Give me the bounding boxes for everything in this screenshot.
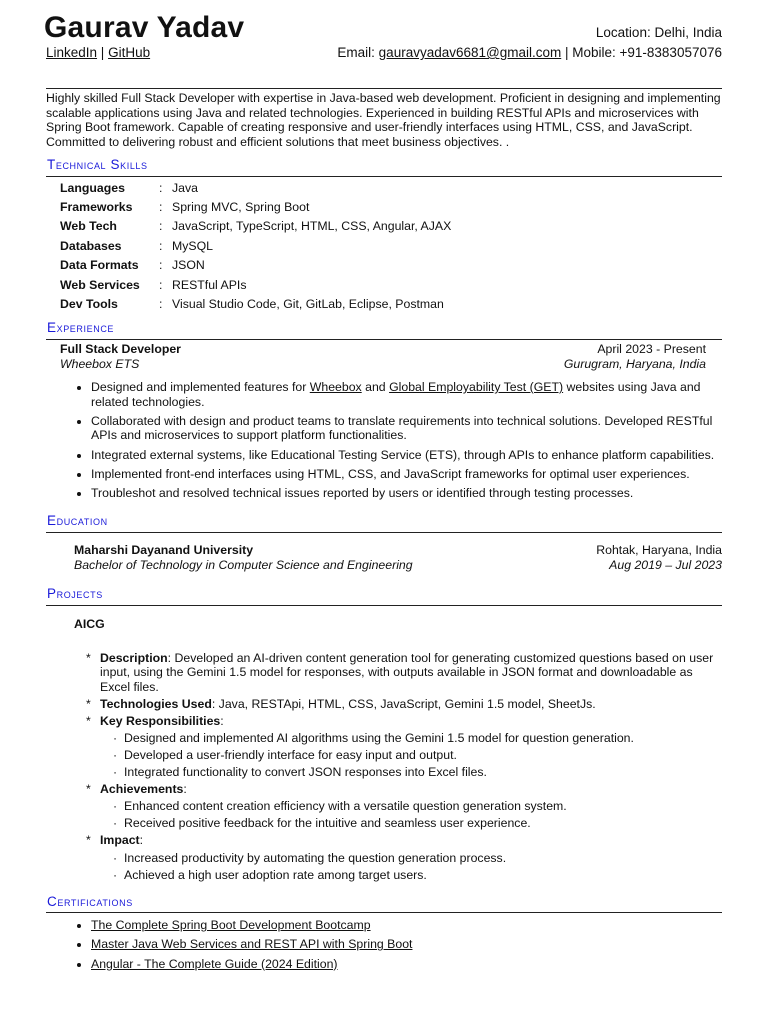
list-item xyxy=(91,957,412,972)
skill-key: Web Tech xyxy=(60,219,117,234)
item-label: Technologies Used xyxy=(100,696,212,711)
skill-key: Web Services xyxy=(60,277,140,292)
skills-table xyxy=(60,178,451,314)
list-item xyxy=(91,918,412,933)
bullet-text: websites using Java and related technologies. xyxy=(91,380,701,409)
item-text: Integrated functionality to convert JSON responses into Excel files. xyxy=(124,765,487,780)
star-bullet: * xyxy=(86,713,91,728)
experience-divider xyxy=(46,339,722,340)
bullet-text: and xyxy=(361,380,390,394)
header-divider xyxy=(46,88,722,89)
star-bullet: * xyxy=(86,696,91,711)
skill-row xyxy=(60,256,451,275)
skill-key: Frameworks xyxy=(60,200,133,215)
experience-bullets xyxy=(72,380,731,505)
item-colon: : xyxy=(139,833,144,848)
project-item-description xyxy=(86,651,726,694)
skill-colon: : xyxy=(159,180,163,195)
skill-value: Spring MVC, Spring Boot xyxy=(172,200,310,215)
list-item xyxy=(86,868,726,882)
dot-bullet: · xyxy=(113,867,118,882)
skill-row xyxy=(60,275,451,294)
skill-key: Languages xyxy=(60,180,125,195)
skill-colon: : xyxy=(159,277,163,292)
skill-key: Databases xyxy=(60,238,122,253)
section-title-education: Education xyxy=(47,513,108,528)
wheebox-link[interactable]: Wheebox xyxy=(309,380,362,394)
list-item xyxy=(86,851,726,865)
skill-row xyxy=(60,294,451,313)
skill-key: Data Formats xyxy=(60,258,139,273)
contact-line xyxy=(337,44,722,62)
item-text: Designed and implemented AI algorithms using the Gemini 1.5 model for question generation. xyxy=(124,730,634,745)
location-text: Location: Delhi, India xyxy=(595,25,722,40)
star-bullet: * xyxy=(86,833,91,848)
list-item: • Troubleshot and resolved technical issues reported by users or identified through testing processes. xyxy=(91,486,731,501)
item-label: Impact xyxy=(100,833,140,848)
list-item xyxy=(86,731,726,745)
dot-bullet: · xyxy=(113,799,118,814)
list-item xyxy=(86,748,726,762)
skill-value: RESTful APIs xyxy=(172,277,247,292)
project-item-responsibilities xyxy=(86,714,726,728)
section-title-experience: Experience xyxy=(47,320,115,335)
star-bullet: * xyxy=(86,782,91,797)
job-title: Full Stack Developer xyxy=(60,342,181,356)
item-text: Achieved a high user adoption rate among target users. xyxy=(124,867,427,882)
skill-value: JSON xyxy=(172,258,205,273)
certification-link[interactable]: The Complete Spring Boot Development Bootcamp xyxy=(91,918,371,932)
skill-value: Visual Studio Code, Git, GitLab, Eclipse, Postman xyxy=(172,297,444,312)
skill-value: JavaScript, TypeScript, HTML, CSS, Angular, AJAX xyxy=(172,219,452,234)
skill-row xyxy=(60,197,451,216)
profile-links xyxy=(46,44,150,62)
job-company: Wheebox ETS xyxy=(60,357,140,371)
degree: Bachelor of Technology in Computer Science and Engineering xyxy=(74,558,413,572)
project-details xyxy=(86,651,726,885)
email-label: Email: xyxy=(337,45,379,60)
link-separator: | xyxy=(97,45,109,60)
item-text: Received positive feedback for the intuitive and seamless user experience. xyxy=(124,816,531,831)
school-name: Maharshi Dayanand University xyxy=(74,543,254,557)
project-name: AICG xyxy=(74,617,105,631)
dot-bullet: · xyxy=(113,850,118,865)
skill-colon: : xyxy=(159,238,163,253)
skill-row xyxy=(60,217,451,236)
skill-value: Java xyxy=(172,180,198,195)
summary-paragraph: Highly skilled Full Stack Developer with expertise in Java-based web development. Proficient in designing and implementing scalable applications using Java and related technologies. Experienced in building RESTful APIs and microservices with Spring Boot framework. Capable of creating responsive and user-friendly interfaces using HTML, CSS, and JavaScript. Committed to delivering robust and efficient solutions that meet business objectives. . xyxy=(46,91,721,149)
education-date: Aug 2019 – Jul 2023 xyxy=(609,558,722,572)
item-label: Key Responsibilities xyxy=(100,713,221,728)
project-item-achievements xyxy=(86,782,726,796)
skill-row xyxy=(60,236,451,255)
skills-divider xyxy=(46,176,722,177)
skill-colon: : xyxy=(159,297,163,312)
item-colon: : xyxy=(220,713,224,728)
item-colon: : xyxy=(183,782,187,797)
list-item xyxy=(91,937,412,952)
skill-key: Dev Tools xyxy=(60,297,118,312)
item-text: Developed a user-friendly interface for easy input and output. xyxy=(124,747,457,762)
dot-bullet: · xyxy=(113,765,118,780)
certification-link[interactable]: Master Java Web Services and REST API with Spring Boot xyxy=(91,937,413,952)
list-item: • Integrated external systems, like Educational Testing Service (ETS), through APIs to enhance platform capabilities. xyxy=(91,448,731,463)
list-item xyxy=(86,816,726,830)
job-location: Gurugram, Haryana, India xyxy=(563,357,706,371)
certifications-divider xyxy=(46,912,722,913)
item-label: Achievements xyxy=(100,782,184,797)
item-text: Enhanced content creation efficiency with a versatile question generation system. xyxy=(124,799,567,814)
get-link[interactable]: Global Employability Test (GET) xyxy=(389,380,564,394)
bullet-text: Designed and implemented features for xyxy=(91,380,310,394)
school-location: Rohtak, Haryana, India xyxy=(596,543,722,557)
item-text: : Java, RESTApi, HTML, CSS, JavaScript, Gemini 1.5 model, SheetJs. xyxy=(211,696,596,711)
certifications-list xyxy=(72,918,412,976)
skill-colon: : xyxy=(159,219,163,234)
item-label: Description xyxy=(100,651,168,665)
star-bullet: * xyxy=(86,651,91,665)
list-item xyxy=(86,765,726,779)
section-title-projects: Projects xyxy=(47,586,103,601)
mobile-text: | Mobile: +91-8383057076 xyxy=(561,45,722,60)
job-date: April 2023 - Present xyxy=(597,342,706,356)
project-item-impact xyxy=(86,833,726,847)
project-item-technologies xyxy=(86,697,726,711)
education-divider xyxy=(46,532,722,533)
list-item: • Implemented front-end interfaces using HTML, CSS, and JavaScript frameworks for optimal user experiences. xyxy=(91,467,731,482)
skill-colon: : xyxy=(159,258,163,273)
skill-value: MySQL xyxy=(172,238,213,253)
item-text: : Developed an AI-driven content generation tool for generating customized questions based on user input, using the Gemini 1.5 model for responses, with outputs available in JSON format and downloadable as Excel files. xyxy=(100,651,714,694)
list-item xyxy=(91,380,731,409)
dot-bullet: · xyxy=(113,747,118,762)
email-link[interactable]: gauravyadav6681@gmail.com xyxy=(378,45,562,60)
section-title-certifications: Certifications xyxy=(47,894,133,909)
skill-colon: : xyxy=(159,200,163,215)
github-link[interactable]: GitHub xyxy=(108,45,151,60)
certification-link[interactable]: Angular - The Complete Guide (2024 Edition) xyxy=(91,956,338,971)
list-item: • Collaborated with design and product teams to translate requirements into technical solutions. Developed RESTful APIs and microservices to support platform functionalities. xyxy=(91,414,731,443)
skill-row xyxy=(60,178,451,197)
dot-bullet: · xyxy=(113,730,118,745)
section-title-skills: Technical Skills xyxy=(47,157,148,172)
dot-bullet: · xyxy=(113,816,118,831)
projects-divider xyxy=(46,605,722,606)
linkedin-link[interactable]: LinkedIn xyxy=(46,45,98,60)
candidate-name: Gaurav Yadav xyxy=(44,11,245,44)
item-text: Increased productivity by automating the question generation process. xyxy=(124,850,507,865)
list-item xyxy=(86,799,726,813)
